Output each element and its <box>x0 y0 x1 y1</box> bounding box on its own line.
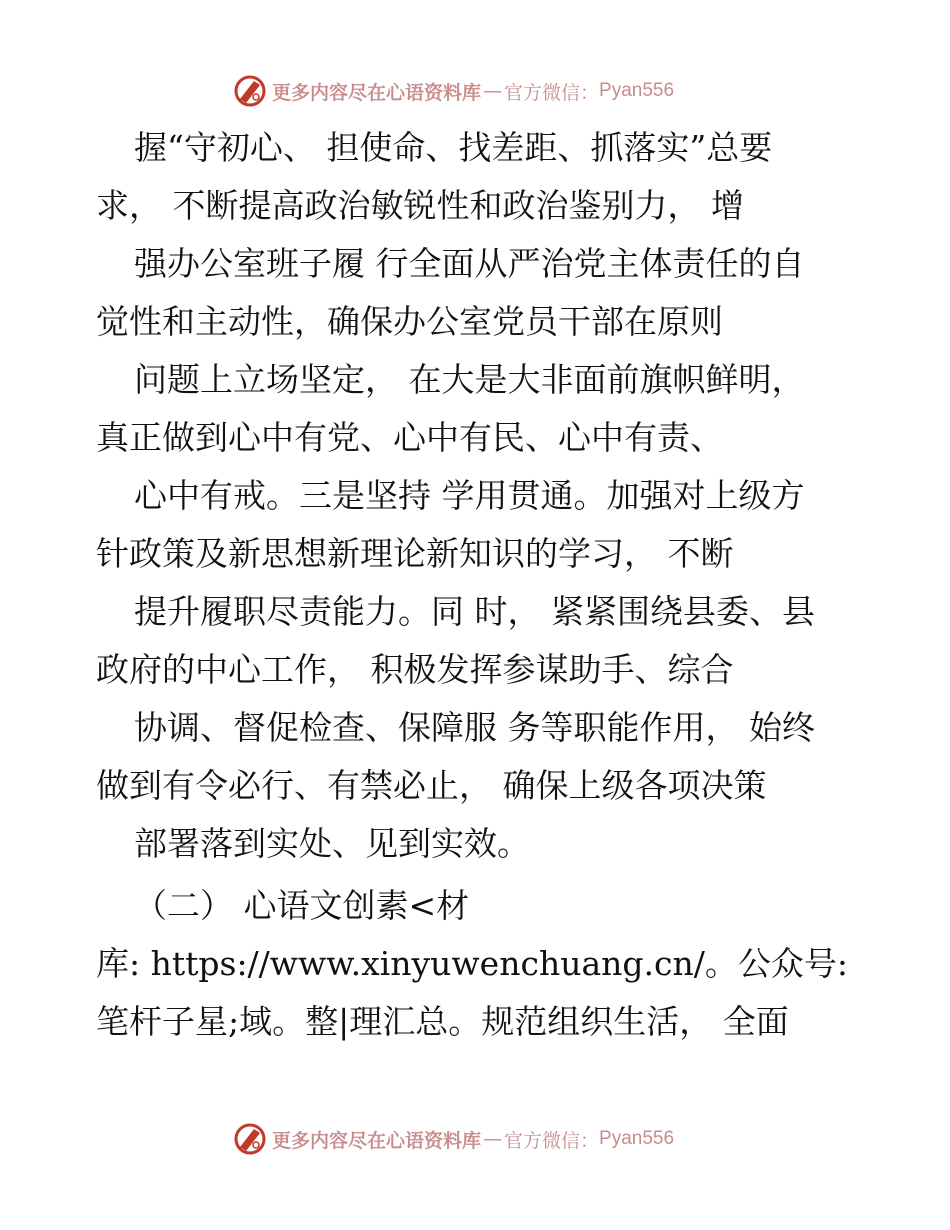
body-line: 政府的中心工作， 积极发挥参谋助手、综合 <box>96 650 734 689</box>
header-banner <box>232 71 674 111</box>
section-heading: （二） 心语文创素<材 <box>134 886 470 925</box>
banner-dash: — <box>483 80 503 102</box>
body-line: 觉性和主动性，确保办公室党员干部在原则 <box>96 302 723 341</box>
body-line: 部署落到实处、见到实效。 <box>134 824 530 863</box>
banner-wechat-label: 官方微信： <box>504 81 600 104</box>
banner-main-text: 更多内容尽在心语资料库 <box>272 1129 482 1152</box>
body-line: 针政策及新思想新理论新知识的学习， 不断 <box>96 534 734 573</box>
body-line: 笔杆子星;域。整|理汇总。规范组织生活， 全面 <box>96 1002 789 1041</box>
banner-wechat-label: 官方微信： <box>504 1129 600 1152</box>
body-line: 真正做到心中有党、心中有民、心中有责、 <box>96 418 723 457</box>
banner-main-text: 更多内容尽在心语资料库 <box>272 81 482 104</box>
body-line: 协调、督促检查、保障服 务等职能作用， 始终 <box>134 708 815 747</box>
footer-banner <box>232 1119 674 1159</box>
body-line: 握“守初心、 担使命、找差距、抓落实”总要 <box>134 128 773 167</box>
body-line: 提升履职尽责能力。同 时， 紧紧围绕县委、县 <box>134 592 815 631</box>
body-line: 求， 不断提高政治敏锐性和政治鉴别力， 增 <box>96 186 744 225</box>
body-line: 强办公室班子履 行全面从严治党主体责任的自 <box>134 244 805 283</box>
banner-wechat-id: Pyan556 <box>599 80 675 101</box>
banner-dash: — <box>483 1128 503 1150</box>
body-line: 心中有戒。三是坚持 学用贯通。加强对上级方 <box>134 476 805 515</box>
body-line: 做到有令必行、有禁必止， 确保上级各项决策 <box>96 766 767 805</box>
banner-wechat-id: Pyan556 <box>599 1128 675 1149</box>
brand-logo-icon <box>232 73 268 109</box>
body-line-url: 库: https://www.xinyuwenchuang.cn/。公众号: <box>96 944 848 983</box>
brand-logo-icon <box>232 1121 268 1157</box>
body-line: 问题上立场坚定， 在大是大非面前旗帜鲜明， <box>134 360 805 399</box>
